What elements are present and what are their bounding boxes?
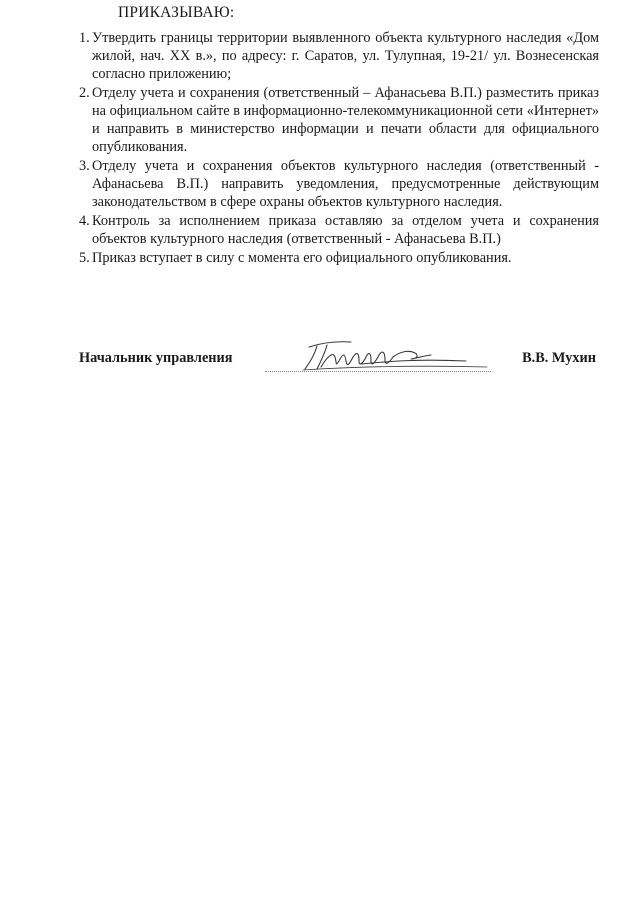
- order-item-text: Приказ вступает в силу с момента его официального опубликования.: [92, 250, 512, 266]
- signer-position: Начальник управления: [79, 350, 233, 366]
- order-item-number: 4.: [79, 213, 90, 229]
- order-item-text: Контроль за исполнением приказа оставляю за отделом учета и сохранения объектов культурного наследия (ответственный - Афанасьева В.П.): [92, 213, 599, 247]
- order-item-number: 3.: [79, 158, 90, 174]
- order-item-text: Отделу учета и сохранения (ответственный – Афанасьева В.П.) разместить приказ на официальном сайте в информационно-телекоммуникационной сети «Интернет» и направить в министерство информации и печати области для официального опубликования.: [92, 85, 599, 155]
- order-item-2: [79, 84, 599, 156]
- order-heading: ПРИКАЗЫВАЮ:: [118, 4, 235, 21]
- order-item-3: [79, 157, 599, 211]
- order-item-text: Утвердить границы территории выявленного объекта культурного наследия «Дом жилой, нач. XX в.», по адресу: г. Саратов, ул. Тулупная, 19-21/ ул. Вознесенская согласно приложению;: [92, 30, 599, 82]
- order-item-5: [79, 249, 599, 267]
- signer-name: В.В. Мухин: [522, 350, 596, 366]
- order-item-text: Отделу учета и сохранения объектов культурного наследия (ответственный - Афанасьева В.П.) направить уведомления, предусмотренные действующим законодательством в сфере охраны объектов культурного наследия.: [92, 158, 599, 210]
- order-list: [79, 29, 599, 268]
- signature-block: [79, 337, 599, 377]
- order-item-number: 2.: [79, 85, 90, 101]
- order-item-number: 1.: [79, 30, 90, 46]
- order-item-number: 5.: [79, 250, 90, 266]
- order-item-4: [79, 212, 599, 248]
- handwritten-signature-icon: [291, 337, 491, 373]
- order-item-1: [79, 29, 599, 83]
